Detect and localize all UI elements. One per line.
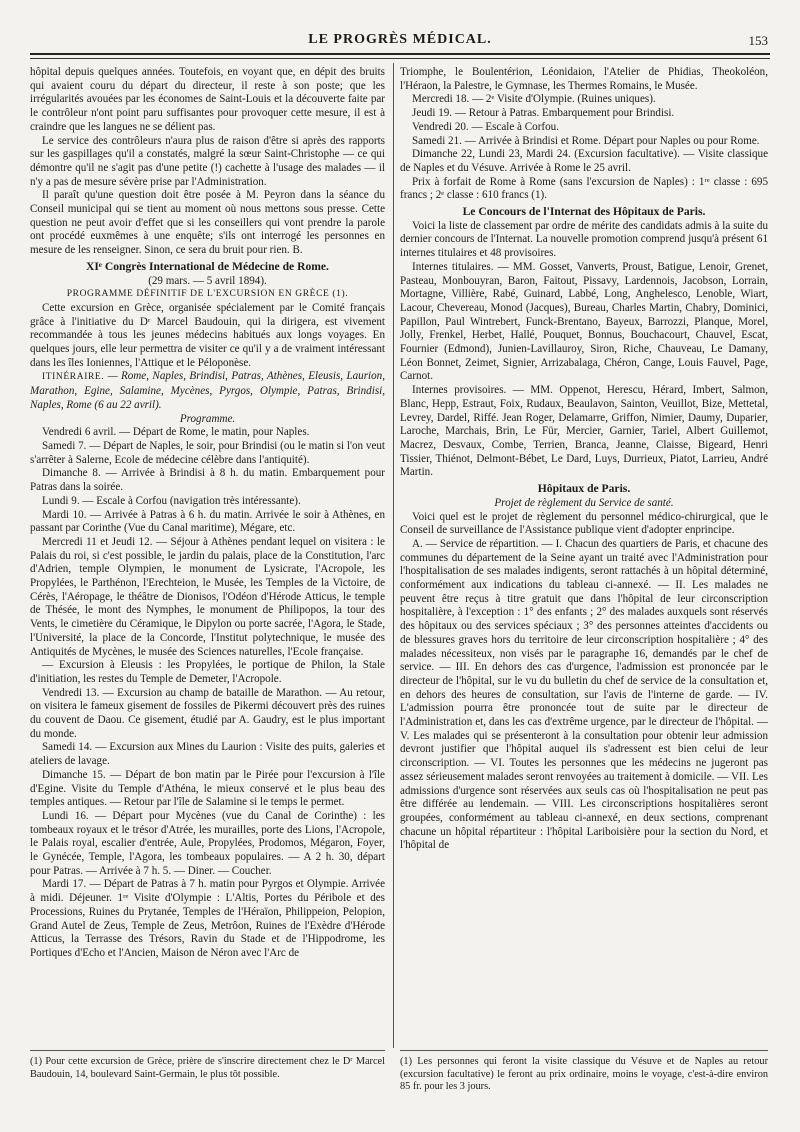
paragraph: Triomphe, le Boulentérion, Léonidaion, l'Atelier de Phidias, Theokoléon, l'Héraon, la Palestre, le Gymnase, les Thermes Romains, le Musée. [400,66,768,92]
footnote-rule-left [30,1050,385,1051]
day-entry: Vendredi 20. — Escale à Corfou. [412,120,559,133]
day-entry: — Excursion à Eleusis : les Propylées, le portique de Philon, la Stale d'initiation, les restes du Temple de Demeter, l'Acropole. [30,659,385,685]
day-entry: Dimanche 22, Lundi 23, Mardi 24. (Excursion facultative). — Visite classique de Naples et du Vésuve. Arrivée à Rome le 25 avril. [400,148,768,174]
day-entry: Vendredi 13. — Excursion au champ de bataille de Marathon. — Au retour, on visitera le fameux gisement de fossiles de Pikermi découvert près des ruines du couvent de Daou. Ce gisement, étudié par A. Gaudry, est le plus important du monde. [30,686,385,740]
day-entry: Lundi 9. — Escale à Corfou (navigation très intéressante). [42,494,301,507]
paragraph: Voici quel est le projet de règlement du personnel médico-chirurgical, que le Conseil de surveillance de l'Assistance publique vient d'adopter enprincipe. [400,510,768,537]
day-entry: Dimanche 15. — Départ de bon matin par le Pirée pour l'excursion à l'île d'Egine. Visite du Temple d'Athéna, le mieux conservé et le plus beau des temples antiques. — Retour par l'île de Salamine si le temps le permet. [30,768,385,809]
footnote-right: (1) Les personnes qui feront la visite classique du Vésuve et de Naples au retour (excursion facultative) le feront au prix ordinaire, moins le voyage, c'est-à-dire environ 85 fr. pour les 3 jours. [400,1056,768,1093]
congress-dates: (29 mars. — 5 avril 1894). [148,274,267,287]
day-entry: Mercredi 11 et Jeudi 12. — Séjour à Athènes pendant lequel on visitera : le Palais du roi, si c'est possible, le jardin du palais, place de la Constitution, l'arc d'Adrien, temple Olympien, le monument de Lysicrate, l'Acropole, les Propylées, le Parthénon, l'Erechteion, le Musée, les Temples de la Victoire, de Cérès, l'Aéropage, le théâtre de Dionisos, l'Odéon d'Hérode Atticus, le temple de Thésée, le mont des Nymphes, le monument de Philipopos, la tour des Vents, le cimetière du Céramique, le Dipylon ou porte sacrée, l'Agora, le Stade, l'Université, la place de la Concorde, l'Institut polytechnique, le musée des Antiquités de Mycènes, le musée des Sciences naturelles, l'Ecole française. [30,535,385,658]
day-entry: Vendredi 6 avril. — Départ de Rome, le matin, pour Naples. [42,426,310,439]
header-rule-thin [30,58,770,59]
header-rule-thick [30,53,770,55]
day-entry: Samedi 14. — Excursion aux Mines du Laurion : Visite des puits, galeries et ateliers de lavage. [30,741,385,768]
paragraph: hôpital depuis quelques années. Toutefois, en voyant que, en dépit des bruits qui avaient couru du départ du directeur, il reste à son poste; que les irrégularités avouées par les économes de Saint-Louis et la découverte faite par le contrôleur n'ont point paru suffisantes pour provoquer cette mesure, il est à craindre que les langues ne se délient pas. [30,66,385,133]
footnote-left: (1) Pour cette excursion de Grèce, prière de s'inscrire directement chez le Dʳ Marcel Baudouin, 14, boulevard Saint-Germain, le plus tôt possible. [30,1056,385,1080]
footnote-rule-right [400,1050,768,1051]
price-entry: Prix à forfait de Rome à Rome (sans l'excursion de Naples) : 1ʳᵉ classe : 695 francs ; 2ᵉ classe : 610 francs (1). [400,175,768,202]
paragraph: Voici la liste de classement par ordre de mérite des candidats admis à la suite du dernier concours de l'Internat. La nouvelle promotion comprend jusqu'à présent 61 internes titulaires et 48 provisoires. [400,219,768,260]
day-entry: Mardi 17. — Départ de Patras à 7 h. matin pour Pyrgos et Olympie. Arrivée à midi. Déjeuner. 1ʳᵉ Visite d'Olympie : L'Altis, Portes du Péribole et des Processions, Ruines du Prytanée, Temples de l'Héraïon, Philippeion, Pelopion, Grand Autel de Zeus, Temple de Zeus, Metrôon, Ruines de l'Exèdre d'Hérode Atticus, la Terrasse des Trésors, Ravin du Stade et de l'Hippodrome, les Portiques d'Echo et l'Ancien, Maison de Néron avec l'Arc de [30,878,385,959]
day-entry: Samedi 7. — Départ de Naples, le soir, pour Brindisi (ou le matin si l'on veut s'arrêter à Salerne, Ecole de médecine célèbre dans l'antiquité). [30,439,385,466]
hopitaux-heading: Hôpitaux de Paris. [537,482,631,496]
page-number: 153 [748,33,768,48]
congress-heading: XIᵉ Congrès International de Médecine de Rome. [86,259,329,273]
right-column [400,66,768,853]
paragraph: Le service des contrôleurs n'aura plus de raison d'être si après des rapports sur les gaspillages qu'il a constatés, malgré la sœur Saint-Christophe — ce qui démontre qu'il ne s'agit pas d'une petite (!) cachette à l'usage des malades — il n'y a pas de mesure sévère prise par l'Administration. [30,134,385,188]
itinerary [30,370,385,412]
day-entry: Mercredi 18. — 2ᵉ Visite d'Olympie. (Ruines uniques). [412,93,656,106]
paragraph: Cette excursion en Grèce, organisée spécialement par le Comité français grâce à l'initiative du Dʳ Marcel Baudouin, qui la dirigera, est vivement recommandée à tous les jeunes médecins habitués aux longs voyages. En quelques jours, elle leur permettra de visiter ce qu'il y a de vraiment intéressant dans les îles Ioniennes, l'Attique et le Péloponèse. [30,301,385,369]
left-column [30,66,385,961]
programme-heading: Programme. [179,412,236,425]
day-entry: Mardi 10. — Arrivée à Patras à 6 h. du matin. Arrivée le soir à Athènes, en passant par Corinthe (Vue du Canal maritime), Mégare, etc. [30,508,385,535]
day-entry: Jeudi 19. — Retour à Patras. Embarquement pour Brindisi. [412,107,675,120]
itinerary-label: ITINÉRAIRE. [42,372,105,383]
interns-titular-list: Internes titulaires. — MM. Gosset, Vanverts, Proust, Batigue, Lenoir, Grenet, Pasteau, Monbouyran, Baron, Faitout, Pissavy, Lardennois, Jacobson, Lorrain, Mortagne, Villière, Rabé, Guinard, Labbé, Long, Anghelesco, Lenoble, Wiart, Lacour, Chevereau, Monod (Jacques), Bureau, Charles Martin, Chabry, Dominici, Papillon, Paul Wintrebert, Funck-Brentano, Bayeux, Barrozzi, Planque, Morel, Jolly, Frenkel, Herbet, Hallé, Pouquet, Bonnus, Bouchacourt, Chauvel, Escat, Fournier (Edmond), Junien-Lavillauroy, Siron, Riche, Chauveau, Le Damany, Léon Bonnet, Zeimet, Signier, Arrizabalaga, Chéron, Cange, Louis Fauvel, Page, Carnot. [400,260,768,383]
concours-heading: Le Concours de l'Internat des Hôpitaux de Paris. [462,205,706,219]
column-divider [393,63,394,1048]
itinerary-text: — Rome, Naples, Brindisi, Patras, Athènes, Eleusis, Laurion, Marathon, Egine, Salamine, Mycènes, Pyrgos, Olympie, Patras, Brindisi, Naples, Rome (6 au 22 avril). [30,370,385,411]
day-entry: Lundi 16. — Départ pour Mycènes (vue du Canal de Corinthe) : les tombeaux royaux et le trésor d'Atrée, les murailles, porte des Lions, l'Acropole, le Palais royal, escalier d'entrée, Aule, Propylées, Prodomos, Mégaron, Foyer, le Gynécée, Temple, l'Agora, les tombeaux populaires. — A 2 h. 30, départ pour Patras. — Arrivée à 7 h. 5. — Diner. — Coucher. [30,809,385,877]
page-header [30,30,770,52]
projet-subheading: Projet de règlement du Service de santé. [494,496,674,509]
regulation-text: A. — Service de répartition. — I. Chacun des quartiers de Paris, et chacune des communes du département de la Seine ayant un traité avec l'Administration pour l'hospitalisation de ses malades indigents, seront rattachés à un hôpital déterminé, conformément aux indications du tableau ci-annexé. — II. Les malades ne peuvent être reçus à titre gratuit que dans l'hôpital de leur circonscription hospitalière, à l'exception : 1° des enfants ; 2° des malades auxquels sont réservés des hôpitaux ou des services spéciaux ; 3° des personnes atteintes d'accidents ou de blessures graves hors du territoire de leur circonscription hospitalière ; 4° des malades nécessiteux, non visés par le paragraphe 16, demandés par le chef de service. — III. En dehors des cas d'urgence, l'admission est prononcée par le directeur de l'hôpital, sur le vu du bulletin du chef de service de la consultation et, en dehors des heures de consultation, sur l'avis de l'interne de garde. — IV. L'admission pourra être prononcée tout de suite par le directeur de l'Administration et, dans les cas d'extrême urgence, par le directeur de l'hôpital. — V. Les malades qui se présenteront à la consultation pour obtenir leur admission devront justifier que l'hôpital auquel ils s'adressent est bien celui de leur circonscription. — VI. Toutes les personnes que les médecins ne jugeront pas assez sérieusement malades seront renvoyées au traitement à domicile. — VII. Les admissions d'urgence sont réservées aux seuls cas où l'hospitalisation ne peut pas être différée au lendemain. — VIII. Les circonscriptions hospitalières seront groupées, conformément au tableau ci-annexé, en deux sections, comprenant chacune un hôpital répartiteur : l'hôpital Lariboisière pour la section du Nord, et l'hôpital de [400,537,768,852]
program-subheading: PROGRAMME DÉFINITIF DE L'EXCURSION EN GRÈCE (1). [66,289,349,300]
journal-title: LE PROGRÈS MÉDICAL. [308,32,492,47]
paragraph: Il paraît qu'une question doit être posée à M. Peyron dans la séance du Conseil municipal qui se tient au moment où nous mettons sous presse. Cette question ne peut avoir d'effet que si les conseillers qui vont prendre la parole ont procédé euxmêmes à une enquête; s'ils ont interrogé les personnes en mesure de les renseigner. Sinon, ce sera du bruit pour rien. B. [30,189,385,257]
day-entry: Dimanche 8. — Arrivée à Brindisi à 8 h. du matin. Embarquement pour Patras dans la soirée. [30,467,385,494]
interns-provisional-list: Internes provisoires. — MM. Oppenot, Herescu, Hérard, Imbert, Salmon, Blanc, Hepp, Estraut, Foix, Rudaux, Beaulavon, Sainton, Veuillot, Bize, Mettetal, Levrey, Dardel, Riffé. Jean Roger, Delamarre, Griffon, Nimier, Daumy, Duparier, Laroche, Marchais, Brin, Le Für, Mercier, Garnier, Tariel, Albert Guillemot, Macrez, Desvaux, Combe, Terrien, Branca, Jeanne, Claisse, Bigeard, Henri Tissier, Thiénot, Delmont-Bébet, Le Dard, Luys, Durrieux, Piatot, Larrieu, André Martin. [400,384,768,479]
day-entry: Samedi 21. — Arrivée à Brindisi et Rome. Départ pour Naples ou pour Rome. [412,134,760,147]
